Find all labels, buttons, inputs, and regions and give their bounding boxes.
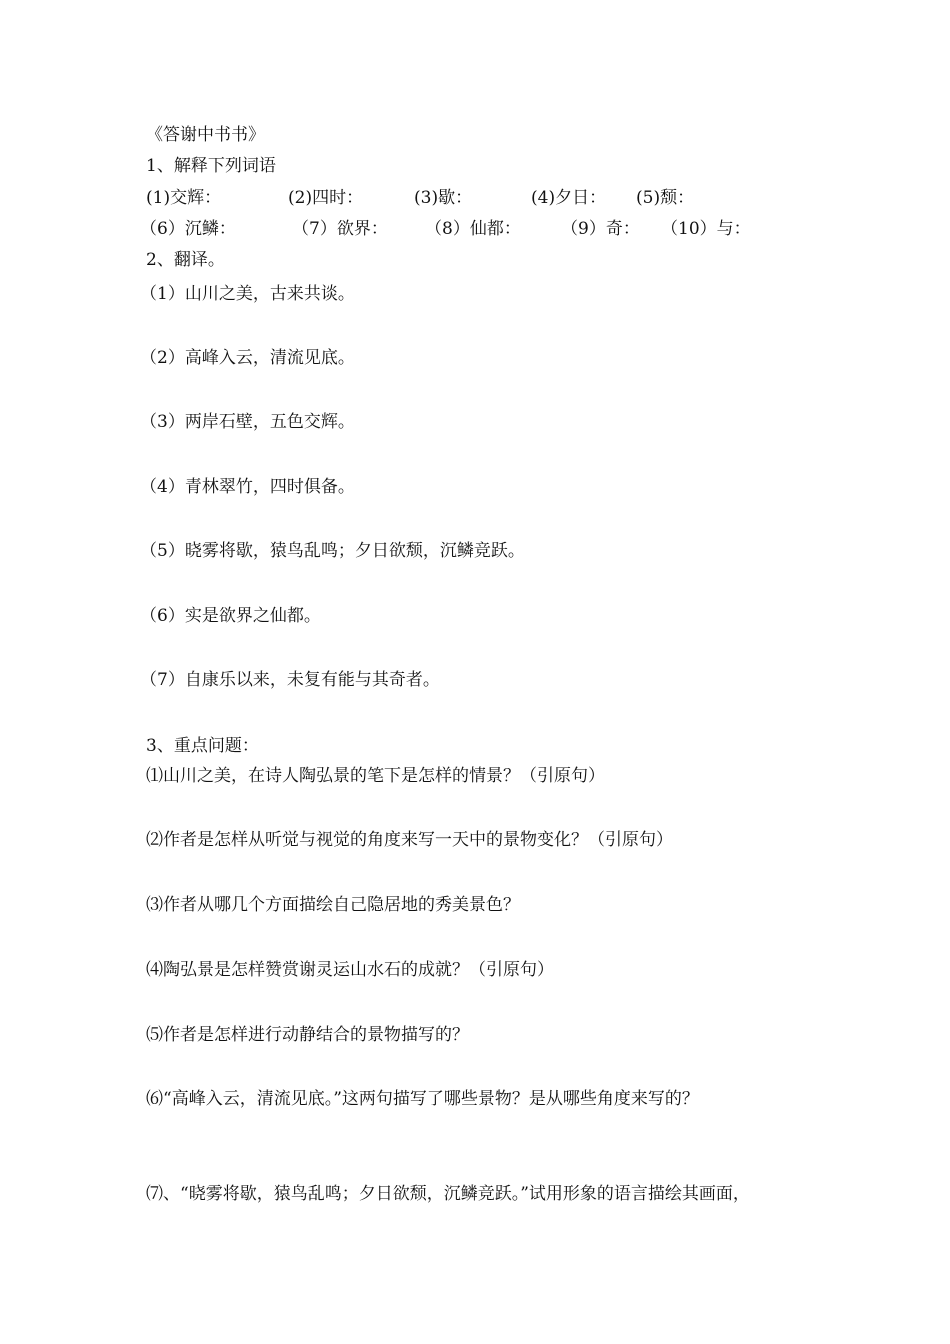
section-2-heading: 2、翻译。 (146, 250, 225, 270)
vocab-item: （10）与： (661, 219, 751, 239)
vocab-item: (5)颓： (636, 188, 695, 208)
question-item: ⑺、“晓雾将歇，猿鸟乱鸣；夕日欲颓，沉鳞竞跃。”试用形象的语言描绘其画面， (146, 1184, 750, 1204)
document-title: 《答谢中书书》 (146, 125, 265, 145)
translation-item: （2）高峰入云，清流见底。 (140, 348, 355, 368)
vocab-item: （7）欲界： (292, 219, 388, 239)
question-item: ⑶作者从哪几个方面描绘自己隐居地的秀美景色？ (146, 895, 520, 915)
question-item: ⑴山川之美，在诗人陶弘景的笔下是怎样的情景？（引原句） (146, 766, 605, 786)
section-3-heading: 3、重点问题： (146, 736, 259, 756)
vocab-item: （8）仙都： (425, 219, 521, 239)
vocab-item: (1)交辉： (146, 188, 222, 208)
question-item: ⑵作者是怎样从听觉与视觉的角度来写一天中的景物变化？（引原句） (146, 830, 673, 850)
question-item: ⑸作者是怎样进行动静结合的景物描写的？ (146, 1025, 469, 1045)
translation-item: （6）实是欲界之仙都。 (140, 606, 321, 626)
translation-item: （7）自康乐以来，未复有能与其奇者。 (140, 670, 440, 690)
vocab-item: (4)夕日： (531, 188, 607, 208)
translation-item: （4）青林翠竹，四时俱备。 (140, 477, 355, 497)
translation-item: （3）两岸石壁，五色交辉。 (140, 412, 355, 432)
question-item: ⑷陶弘景是怎样赞赏谢灵运山水石的成就？（引原句） (146, 960, 554, 980)
translation-item: （1）山川之美，古来共谈。 (140, 284, 355, 304)
translation-item: （5）晓雾将歇，猿鸟乱鸣；夕日欲颓，沉鳞竞跃。 (140, 541, 525, 561)
vocab-item: （9）奇： (561, 219, 640, 239)
vocab-item: （6）沉鳞： (140, 219, 236, 239)
question-item: ⑹“高峰入云，清流见底。”这两句描写了哪些景物？是从哪些角度来写的？ (146, 1089, 699, 1109)
vocab-item: (3)歇： (414, 188, 473, 208)
section-1-heading: 1、解释下列词语 (146, 156, 276, 176)
vocab-item: (2)四时： (288, 188, 364, 208)
